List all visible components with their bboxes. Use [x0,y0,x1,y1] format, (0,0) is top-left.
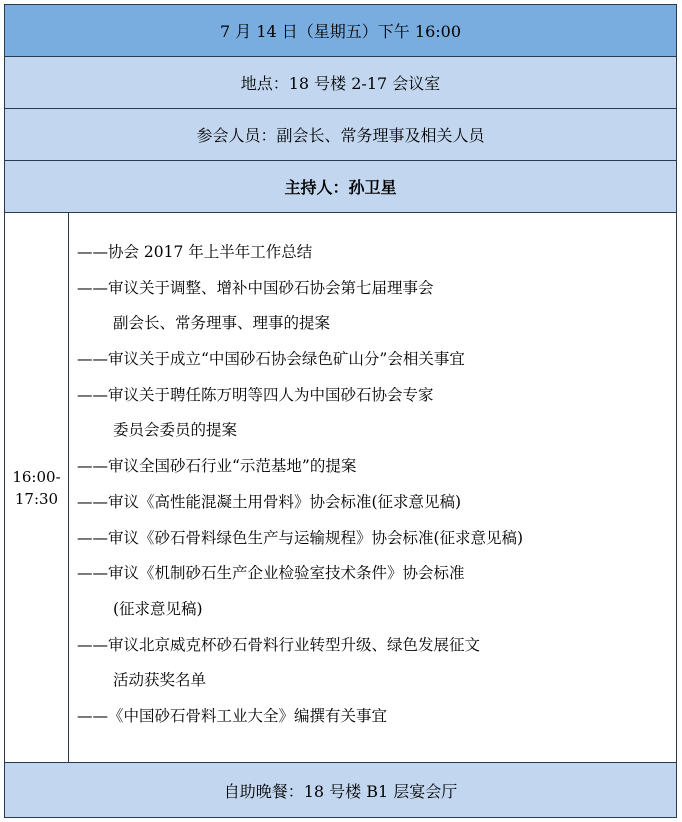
agenda-item: (征求意见稿) [113,599,203,618]
agenda-item: 活动获奖名单 [113,671,207,690]
session-row [5,213,676,763]
host-row: 主持人：孙卫星 [5,161,676,213]
attendees-row: 参会人员：副会长、常务理事及相关人员 [5,109,676,161]
agenda-item: ——审议《机制砂石生产企业检验室技术条件》协会标准 [77,564,465,583]
date-time-header: 7 月 14 日（星期五）下午 16:00 [5,5,676,57]
session-time-cell [5,213,69,762]
dinner-row: 自助晚餐：18 号楼 B1 层宴会厅 [5,763,676,817]
schedule-table [4,4,677,818]
agenda-item: 副会长、常务理事、理事的提案 [113,314,331,333]
agenda-item: ——《中国砂石骨料工业大全》编撰有关事宜 [77,706,388,725]
agenda-item: ——审议《高性能混凝土用骨料》协会标准(征求意见稿) [77,492,462,511]
agenda-item: ——协会 2017 年上半年工作总结 [77,243,313,261]
session-time-end: 17:30 [14,489,59,508]
venue-row: 地点：18 号楼 2-17 会议室 [5,57,676,109]
agenda-item: ——审议全国砂石行业“示范基地”的提案 [77,457,357,476]
agenda-list [77,235,668,735]
session-time-start: 16:00- [12,467,61,486]
agenda-item: 委员会委员的提案 [113,421,238,440]
agenda-item: ——审议北京威克杯砂石骨料行业转型升级、绿色发展征文 [77,635,481,654]
agenda-item: ——审议关于成立“中国砂石协会绿色矿山分”会相关事宜 [77,350,465,369]
agenda-item: ——审议关于调整、增补中国砂石协会第七届理事会 [77,278,434,297]
agenda-item: ——审议关于聘任陈万明等四人为中国砂石协会专家 [77,385,434,404]
agenda-item: ——审议《砂石骨料绿色生产与运输规程》协会标准(征求意见稿) [77,528,524,547]
